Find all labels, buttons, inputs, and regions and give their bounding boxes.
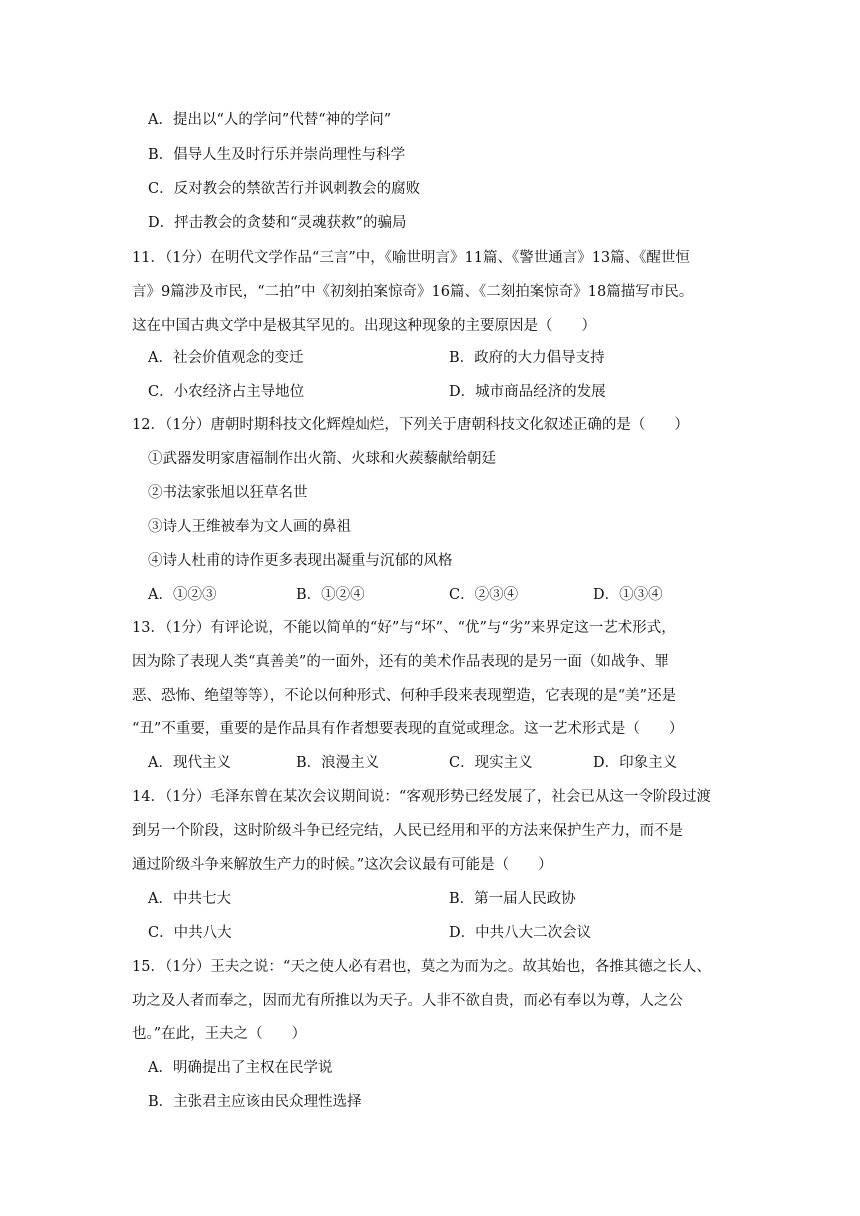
q14-option-b[interactable]: B．第一届人民政协	[449, 891, 576, 907]
q14-option-d[interactable]: D．中共八大二次会议	[449, 925, 592, 941]
q14-stem-line-3: 通过阶级斗争来解放生产力的时候。”这次会议最有可能是（ ）	[132, 857, 553, 873]
q13-option-c[interactable]: C．现实主义	[449, 755, 533, 771]
q12-statement-4: ④诗人杜甫的诗作更多表现出凝重与沉郁的风格	[148, 553, 453, 569]
q12-statement-1: ①武器发明家唐福制作出火箭、火球和火蒺藜献给朝廷	[148, 451, 496, 467]
q15-option-a[interactable]: A．明确提出了主权在民学说	[148, 1060, 333, 1076]
q12-statement-2: ②书法家张旭以狂草名世	[148, 485, 308, 501]
q11-stem-line-2: 言》9篇涉及市民，“二拍”中《初刻拍案惊奇》16篇、《二刻拍案惊奇》18篇描写市民。	[132, 284, 694, 300]
q10-option-d[interactable]: D．抨击教会的贪婪和“灵魂获救”的骗局	[148, 215, 407, 231]
q10-option-a[interactable]: A．提出以“人的学问”代替“神的学问”	[148, 112, 392, 128]
q14-option-c[interactable]: C．中共八大	[148, 925, 232, 941]
q12-option-b[interactable]: B．①②④	[296, 587, 365, 603]
q13-stem-line-2: 因为除了表现人类“真善美”的一面外，还有的美术作品表现的是另一面（如战争、罪	[132, 654, 669, 670]
q10-option-c[interactable]: C．反对教会的禁欲苦行并讽刺教会的腐败	[148, 181, 421, 197]
q13-option-a[interactable]: A．现代主义	[148, 755, 231, 771]
q15-option-b[interactable]: B．主张君主应该由民众理性选择	[148, 1094, 362, 1110]
q12-stem-line-1: 12．（1分）唐朝时期科技文化辉煌灿烂，下列关于唐朝科技文化叙述正确的是（ ）	[132, 417, 689, 433]
q14-option-a[interactable]: A．中共七大	[148, 891, 231, 907]
q13-stem-line-1: 13．（1分）有评论说，不能以简单的“好”与“坏”、“优”与“劣”来界定这一艺术形式，	[132, 620, 676, 636]
q12-option-c[interactable]: C．②③④	[449, 587, 519, 603]
q13-option-b[interactable]: B．浪漫主义	[296, 755, 380, 771]
q12-statement-3: ③诗人王维被奉为文人画的鼻祖	[148, 519, 351, 535]
q15-stem-line-3: 也。”在此，王夫之（ ）	[132, 1026, 307, 1042]
q12-option-a[interactable]: A．①②③	[148, 587, 217, 603]
q11-option-c[interactable]: C．小农经济占主导地位	[148, 384, 305, 400]
q15-stem-line-2: 功之及人者而奉之，因而尤有所推以为天子。人非不欲自贵，而必有奉以为尊，人之公	[132, 993, 683, 1009]
q11-stem-line-3: 这在中国古典文学中是极其罕见的。出现这种现象的主要原因是（ ）	[132, 318, 596, 334]
q10-option-b[interactable]: B．倡导人生及时行乐并崇尚理性与科学	[148, 147, 406, 163]
q14-stem-line-2: 到另一个阶段，这时阶级斗争已经完结，人民已经用和平的方法来保护生产力，而不是	[132, 823, 683, 839]
q11-option-d[interactable]: D．城市商品经济的发展	[449, 384, 606, 400]
q12-option-d[interactable]: D．①③④	[593, 587, 663, 603]
q11-option-a[interactable]: A．社会价值观念的变迁	[148, 350, 304, 366]
q14-stem-line-1: 14．（1分）毛泽东曾在某次会议期间说：“客观形势已经发展了，社会已从这一令阶段过渡	[132, 789, 711, 805]
q13-stem-line-4: “丑”不重要，重要的是作品具有作者想要表现的直觉或理念。这一艺术形式是（ ）	[132, 721, 684, 737]
q13-option-d[interactable]: D．印象主义	[593, 755, 678, 771]
q15-stem-line-1: 15．（1分）王夫之说：“天之使人必有君也，莫之为而为之。故其始也，各推其德之长人、	[132, 959, 711, 975]
q11-stem-line-1: 11．（1分）在明代文学作品“三言”中，《喻世明言》11篇、《警世通言》13篇、《醒世恒	[132, 250, 690, 266]
q13-stem-line-3: 恶、恐怖、绝望等等），不论以何种形式、何种手段来表现塑造，它表现的是“美”还是	[132, 688, 677, 704]
q11-option-b[interactable]: B．政府的大力倡导支持	[449, 350, 605, 366]
